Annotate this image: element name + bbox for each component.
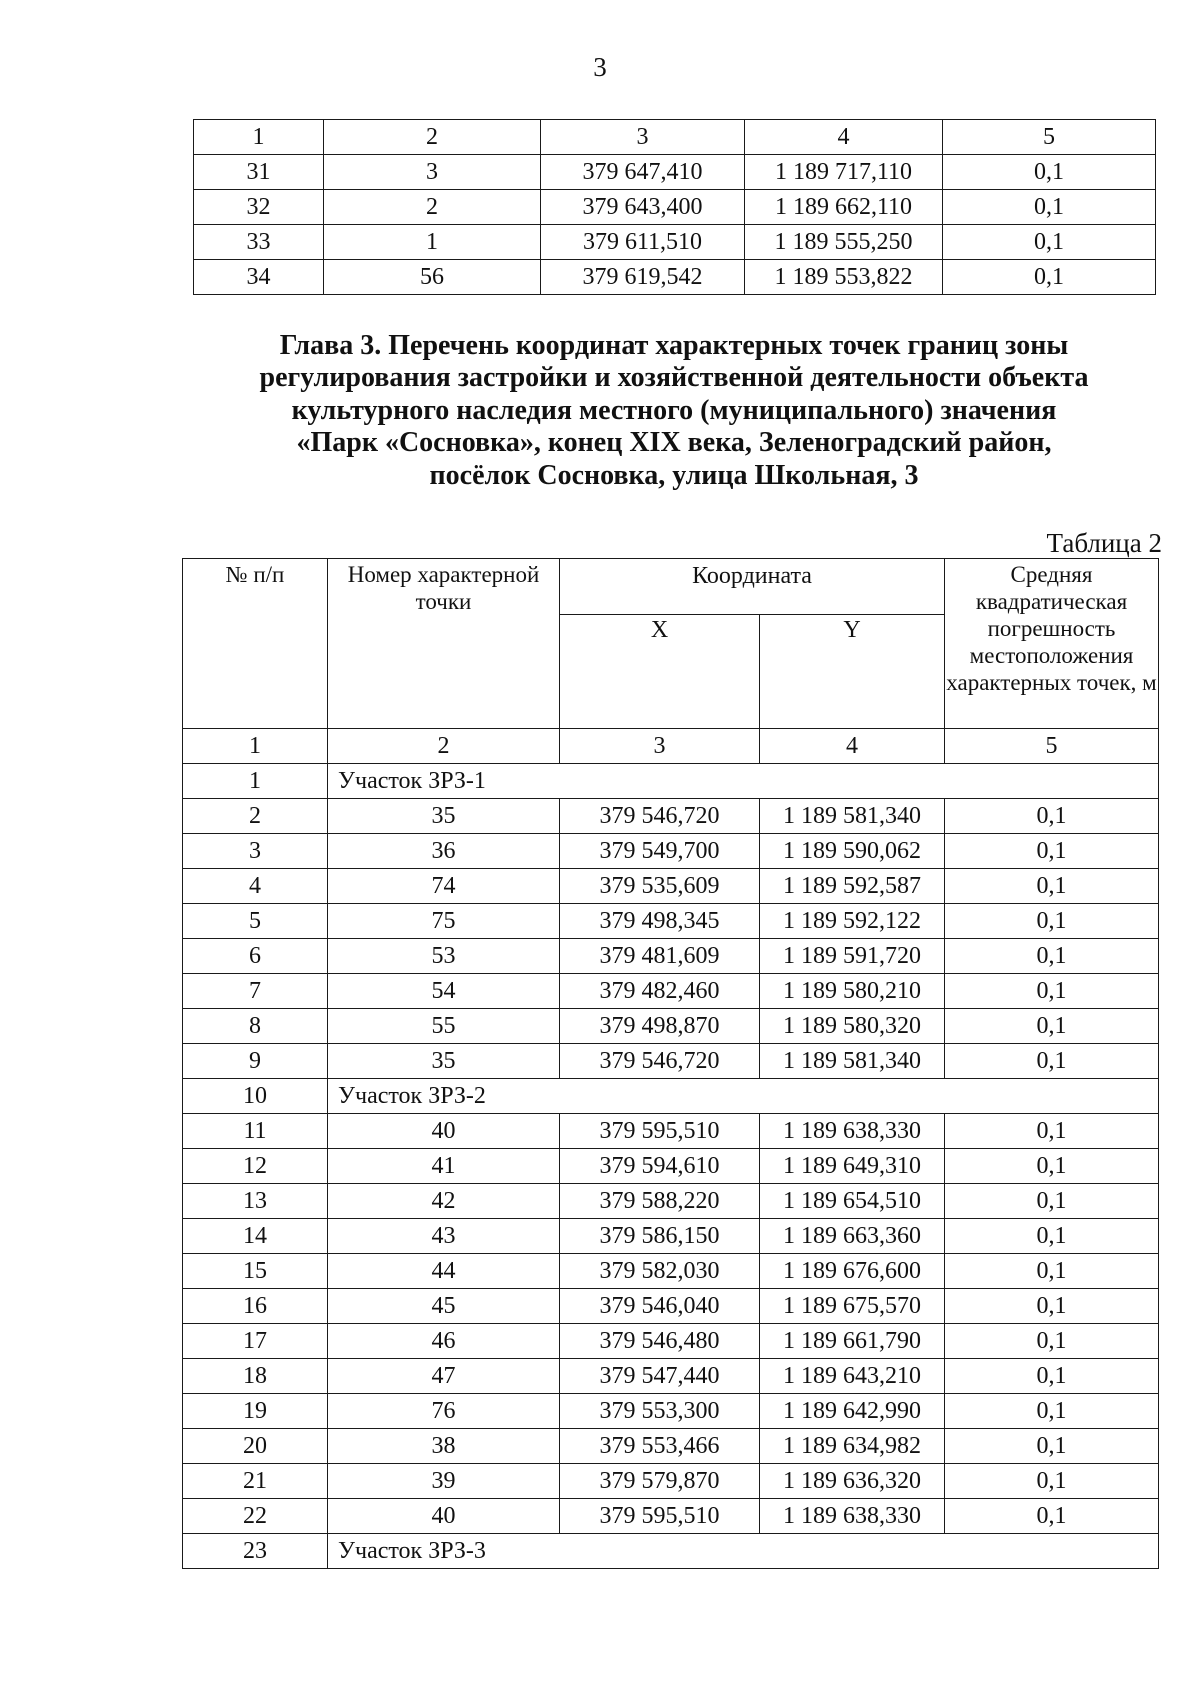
row-number-cell: 17 (183, 1324, 328, 1359)
col-error-header: 5 (943, 120, 1156, 155)
y-coordinate-cell: 1 189 638,330 (760, 1114, 945, 1149)
x-coordinate-cell: 379 547,440 (560, 1359, 760, 1394)
point-number-cell: 53 (328, 939, 560, 974)
point-number-cell: 54 (328, 974, 560, 1009)
point-number-cell: 45 (328, 1289, 560, 1324)
x-coordinate-cell: 379 588,220 (560, 1184, 760, 1219)
y-coordinate-cell: 1 189 634,982 (760, 1429, 945, 1464)
error-cell: 0,1 (945, 1464, 1159, 1499)
y-coordinate-cell: 1 189 663,360 (760, 1219, 945, 1254)
chapter-heading (193, 330, 1155, 492)
col-point-header: 2 (324, 120, 541, 155)
table-row (183, 1394, 1159, 1429)
y-coordinate-cell: 1 189 580,320 (760, 1009, 945, 1044)
error-cell: 0,1 (945, 1149, 1159, 1184)
header-error: Средняя квадратическая погрешность местоположения характерных точек, м (945, 559, 1159, 729)
row-number-cell: 20 (183, 1429, 328, 1464)
row-number-cell: 3 (183, 834, 328, 869)
numbering-cell: 5 (945, 729, 1159, 764)
row-number-cell: 7 (183, 974, 328, 1009)
x-coordinate-cell: 379 595,510 (560, 1499, 760, 1534)
point-number-cell: 74 (328, 869, 560, 904)
point-number-cell: 44 (328, 1254, 560, 1289)
heading-line: посёлок Сосновка, улица Школьная, 3 (429, 459, 919, 491)
table-row (183, 1324, 1159, 1359)
y-coordinate-cell: 1 189 675,570 (760, 1289, 945, 1324)
y-coordinate-cell: 1 189 661,790 (760, 1324, 945, 1359)
point-number-cell: 35 (328, 1044, 560, 1079)
error-cell: 0,1 (945, 939, 1159, 974)
x-coordinate-cell: 379 546,480 (560, 1324, 760, 1359)
row-number-cell: 5 (183, 904, 328, 939)
numbering-cell: 4 (760, 729, 945, 764)
row-number-cell: 21 (183, 1464, 328, 1499)
col-y-cell: 1 189 555,250 (745, 225, 943, 260)
row-number-cell: 13 (183, 1184, 328, 1219)
numbering-cell: 3 (560, 729, 760, 764)
col-number-cell: 31 (194, 155, 324, 190)
section-row (183, 1534, 1159, 1569)
table-row (183, 939, 1159, 974)
col-x-cell: 379 619,542 (541, 260, 745, 295)
table-row (183, 1254, 1159, 1289)
table-row (183, 904, 1159, 939)
section-row (183, 764, 1159, 799)
heading-line: культурного наследия местного (муниципального) значения (291, 394, 1057, 426)
section-title-cell: Участок ЗРЗ-2 (328, 1079, 1159, 1114)
col-number-cell: 33 (194, 225, 324, 260)
table-row (183, 869, 1159, 904)
table-row (183, 974, 1159, 1009)
y-coordinate-cell: 1 189 581,340 (760, 799, 945, 834)
error-cell: 0,1 (945, 974, 1159, 1009)
y-coordinate-cell: 1 189 654,510 (760, 1184, 945, 1219)
table-row (183, 1149, 1159, 1184)
col-number-cell: 32 (194, 190, 324, 225)
heading-line: «Парк «Сосновка», конец XIX века, Зеленоградский район, (296, 427, 1052, 459)
x-coordinate-cell: 379 579,870 (560, 1464, 760, 1499)
error-cell: 0,1 (945, 1499, 1159, 1534)
point-number-cell: 41 (328, 1149, 560, 1184)
point-number-cell: 38 (328, 1429, 560, 1464)
heading-line: Глава 3. Перечень координат характерных точек границ зоны (279, 330, 1069, 361)
header-coordinate: Координата (560, 559, 945, 615)
error-cell: 0,1 (945, 834, 1159, 869)
error-cell: 0,1 (945, 1324, 1159, 1359)
row-number-cell: 23 (183, 1534, 328, 1569)
header-y: Y (760, 615, 945, 729)
row-number-cell: 18 (183, 1359, 328, 1394)
col-x-cell: 379 611,510 (541, 225, 745, 260)
point-number-cell: 40 (328, 1499, 560, 1534)
numbering-cell: 1 (183, 729, 328, 764)
point-number-cell: 75 (328, 904, 560, 939)
col-x-header: 3 (541, 120, 745, 155)
y-coordinate-cell: 1 189 590,062 (760, 834, 945, 869)
row-number-cell: 10 (183, 1079, 328, 1114)
error-cell: 0,1 (945, 1429, 1159, 1464)
point-number-cell: 47 (328, 1359, 560, 1394)
table-row (183, 1184, 1159, 1219)
error-cell: 0,1 (945, 1184, 1159, 1219)
x-coordinate-cell: 379 586,150 (560, 1219, 760, 1254)
table-row (183, 1499, 1159, 1534)
row-number-cell: 12 (183, 1149, 328, 1184)
col-error-cell: 0,1 (943, 190, 1156, 225)
table-row (183, 799, 1159, 834)
section-row (183, 1079, 1159, 1114)
x-coordinate-cell: 379 594,610 (560, 1149, 760, 1184)
col-y-cell: 1 189 662,110 (745, 190, 943, 225)
x-coordinate-cell: 379 549,700 (560, 834, 760, 869)
table-numbering-row (194, 120, 1156, 155)
row-number-cell: 9 (183, 1044, 328, 1079)
x-coordinate-cell: 379 553,466 (560, 1429, 760, 1464)
col-y-cell: 1 189 553,822 (745, 260, 943, 295)
x-coordinate-cell: 379 546,720 (560, 799, 760, 834)
row-number-cell: 22 (183, 1499, 328, 1534)
error-cell: 0,1 (945, 1219, 1159, 1254)
error-cell: 0,1 (945, 1394, 1159, 1429)
col-number-cell: 34 (194, 260, 324, 295)
row-number-cell: 6 (183, 939, 328, 974)
col-error-cell: 0,1 (943, 155, 1156, 190)
col-point-cell: 56 (324, 260, 541, 295)
error-cell: 0,1 (945, 1289, 1159, 1324)
table-row (183, 1464, 1159, 1499)
point-number-cell: 42 (328, 1184, 560, 1219)
y-coordinate-cell: 1 189 643,210 (760, 1359, 945, 1394)
table-row (183, 1289, 1159, 1324)
point-number-cell: 55 (328, 1009, 560, 1044)
table-row (194, 225, 1156, 260)
table-row (194, 155, 1156, 190)
error-cell: 0,1 (945, 1114, 1159, 1149)
row-number-cell: 1 (183, 764, 328, 799)
row-number-cell: 8 (183, 1009, 328, 1044)
error-cell: 0,1 (945, 799, 1159, 834)
x-coordinate-cell: 379 482,460 (560, 974, 760, 1009)
table-row (194, 190, 1156, 225)
page-number: 3 (593, 52, 607, 82)
error-cell: 0,1 (945, 1359, 1159, 1394)
coordinates-table (182, 558, 1159, 1569)
error-cell: 0,1 (945, 869, 1159, 904)
col-point-cell: 1 (324, 225, 541, 260)
point-number-cell: 36 (328, 834, 560, 869)
header-x: X (560, 615, 760, 729)
y-coordinate-cell: 1 189 636,320 (760, 1464, 945, 1499)
error-cell: 0,1 (945, 1009, 1159, 1044)
y-coordinate-cell: 1 189 592,587 (760, 869, 945, 904)
error-cell: 0,1 (945, 1044, 1159, 1079)
x-coordinate-cell: 379 553,300 (560, 1394, 760, 1429)
x-coordinate-cell: 379 546,040 (560, 1289, 760, 1324)
y-coordinate-cell: 1 189 649,310 (760, 1149, 945, 1184)
row-number-cell: 4 (183, 869, 328, 904)
y-coordinate-cell: 1 189 676,600 (760, 1254, 945, 1289)
point-number-cell: 46 (328, 1324, 560, 1359)
y-coordinate-cell: 1 189 592,122 (760, 904, 945, 939)
table-row (183, 1009, 1159, 1044)
error-cell: 0,1 (945, 1254, 1159, 1289)
col-error-cell: 0,1 (943, 225, 1156, 260)
point-number-cell: 76 (328, 1394, 560, 1429)
col-point-cell: 2 (324, 190, 541, 225)
table-row (183, 834, 1159, 869)
table-row (183, 1044, 1159, 1079)
x-coordinate-cell: 379 498,870 (560, 1009, 760, 1044)
table-row (183, 1429, 1159, 1464)
x-coordinate-cell: 379 582,030 (560, 1254, 760, 1289)
row-number-cell: 16 (183, 1289, 328, 1324)
y-coordinate-cell: 1 189 642,990 (760, 1394, 945, 1429)
point-number-cell: 35 (328, 799, 560, 834)
row-number-cell: 2 (183, 799, 328, 834)
col-x-cell: 379 643,400 (541, 190, 745, 225)
row-number-cell: 14 (183, 1219, 328, 1254)
table-numbering-row (183, 729, 1159, 764)
x-coordinate-cell: 379 481,609 (560, 939, 760, 974)
point-number-cell: 40 (328, 1114, 560, 1149)
col-y-cell: 1 189 717,110 (745, 155, 943, 190)
x-coordinate-cell: 379 546,720 (560, 1044, 760, 1079)
header-number: № п/п (183, 559, 328, 729)
y-coordinate-cell: 1 189 591,720 (760, 939, 945, 974)
col-number-header: 1 (194, 120, 324, 155)
table-row (183, 1219, 1159, 1254)
header-point-number: Номер характерной точки (328, 559, 560, 729)
point-number-cell: 43 (328, 1219, 560, 1254)
y-coordinate-cell: 1 189 580,210 (760, 974, 945, 1009)
x-coordinate-cell: 379 535,609 (560, 869, 760, 904)
x-coordinate-cell: 379 595,510 (560, 1114, 760, 1149)
table-row (183, 1359, 1159, 1394)
section-title-cell: Участок ЗРЗ-1 (328, 764, 1159, 799)
table-row (194, 260, 1156, 295)
numbering-cell: 2 (328, 729, 560, 764)
row-number-cell: 15 (183, 1254, 328, 1289)
y-coordinate-cell: 1 189 581,340 (760, 1044, 945, 1079)
x-coordinate-cell: 379 498,345 (560, 904, 760, 939)
col-error-cell: 0,1 (943, 260, 1156, 295)
col-point-cell: 3 (324, 155, 541, 190)
table-caption: Таблица 2 (1046, 528, 1162, 558)
row-number-cell: 19 (183, 1394, 328, 1429)
table-row (183, 1114, 1159, 1149)
error-cell: 0,1 (945, 904, 1159, 939)
coordinates-table-continued (193, 119, 1156, 295)
section-title-cell: Участок ЗРЗ-3 (328, 1534, 1159, 1569)
heading-line: регулирования застройки и хозяйственной деятельности объекта (259, 362, 1089, 394)
row-number-cell: 11 (183, 1114, 328, 1149)
col-x-cell: 379 647,410 (541, 155, 745, 190)
col-y-header: 4 (745, 120, 943, 155)
y-coordinate-cell: 1 189 638,330 (760, 1499, 945, 1534)
point-number-cell: 39 (328, 1464, 560, 1499)
